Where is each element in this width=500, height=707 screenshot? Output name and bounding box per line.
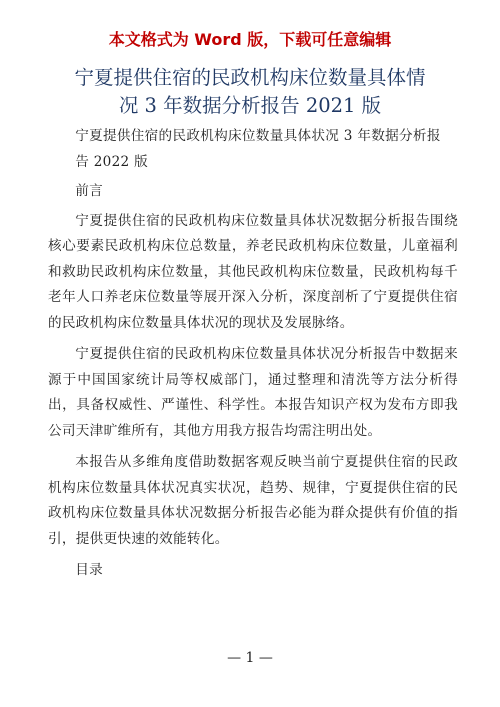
document-body [48,124,458,590]
document-title [0,64,500,120]
report-title-text: 宁夏提供住宿的民政机构床位数量具体状况 3 年数据分析报 [75,128,441,144]
contents-heading: 目录 [75,562,103,578]
preface-heading: 前言 [75,183,103,199]
preface-paragraph-3: 本报告从多维角度借助数据客观反映当前宁夏提供住宿的民政机构床位数量具体状况真实状况，趋势、规律，宁夏提供住宿的民政机构床位数量具体状况数据分析报告必能为群众提供有价值的指引，提供更快速的效能转化。 [48,454,458,547]
page-number: — 1 — [227,650,273,666]
report-year-paragraph [48,150,458,176]
format-banner: 本文格式为 Word 版，下载可任意编辑 [108,30,392,49]
preface-paragraph-2: 宁夏提供住宿的民政机构床位数量具体状况分析报告中数据来源于中国国家统计局等权威部门，通过整理和清洗等方法分析得出，具备权威性、严谨性、科学性。本报告知识产权为发布方即我公司天津旷维所有，其他方用我方报告均需注明出处。 [48,346,458,439]
preface-paragraph-1: 宁夏提供住宿的民政机构床位数量具体状况数据分析报告围绕核心要素民政机构床位总数量，养老民政机构床位数量，儿童福利和救助民政机构床位数量，其他民政机构床位数量，民政机构每千老年人口养老床位数量等展开深入分析，深度剖析了宁夏提供住宿的民政机构床位数量具体状况的现状及发展脉络。 [48,212,458,331]
report-title-paragraph [48,124,458,150]
document-title-line-1: 宁夏提供住宿的民政机构床位数量具体情 [74,66,426,89]
report-year-text: 告 2022 版 [75,153,149,170]
document-title-line-2: 况 3 年数据分析报告 2021 版 [118,94,382,117]
